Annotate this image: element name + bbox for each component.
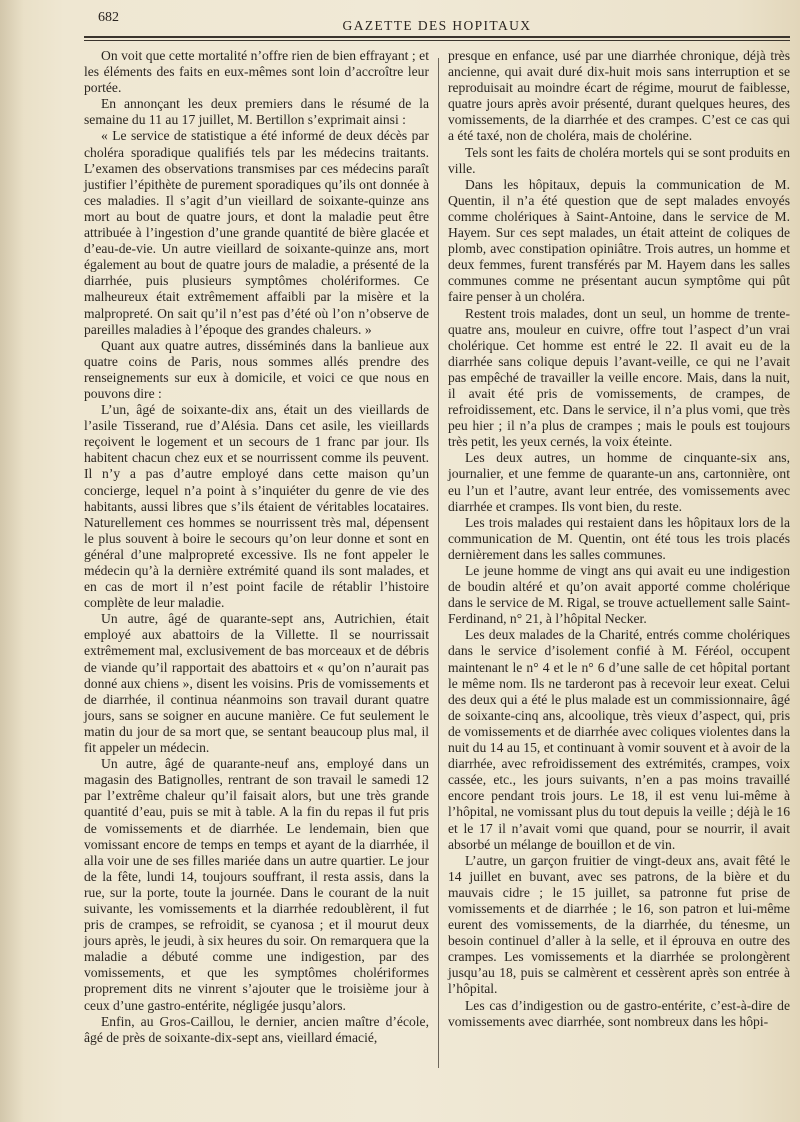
page-number: 682 bbox=[98, 10, 119, 25]
journal-title: GAZETTE DES HOPITAUX bbox=[342, 18, 532, 33]
binding-shadow bbox=[0, 0, 24, 1122]
paragraph: Le jeune homme de vingt ans qui avait eu une indigestion de boudin altéré et qu’on avait apporté comme cholérique dans le service de M. Rigal, se trouve actuellement salle Saint-Ferdinand, n° 21, à l’hôpital Necker. bbox=[448, 563, 790, 627]
paragraph: Tels sont les faits de choléra mortels qui se sont produits en ville. bbox=[448, 144, 790, 176]
page-header bbox=[84, 10, 790, 32]
column-divider bbox=[438, 58, 439, 1068]
header-rule-thin bbox=[84, 40, 790, 41]
paragraph: presque en enfance, usé par une diarrhée chronique, déjà très ancienne, qui avait duré dix-huit mois sans interruption et se reproduisait au moindre écart de régime, mourut de faiblesse, quatre jours après avoir présenté, durant quelques heures, des vomissements, de la diarrhée et des crampes. C’est ce cas qui a été taxé, non de choléra, mais de cholérine. bbox=[448, 48, 790, 144]
paragraph: On voit que cette mortalité n’offre rien de bien effrayant ; et les éléments des faits en eux-mêmes sont loin d’accroître leur portée. bbox=[84, 48, 429, 96]
left-column bbox=[84, 48, 429, 1046]
paragraph: Les deux malades de la Charité, entrés comme cholériques dans le service d’isolement confié à M. Féréol, occupent maintenant le n° 4 et le n° 6 d’une salle de cet hôpital portant le même nom. Ils ne tarderont pas à recevoir leur exeat. Celui des deux qui a été le plus malade est un commissionnaire, âgé de soixante-cinq ans, alcoolique, très vieux d’aspect, qui, pris de vomissements et de diarrhée avec coliques violentes dans la nuit du 14 au 15, et continuant à vomir souvent et à avoir de la diarrhée, avec refroidissement des extrémités, crampes, voix cassée, etc., les jours suivants, n’en a pas moins travaillé encore pendant trois jours. Le 18, il est venu lui-même à l’hôpital, ne vomissant plus du tout depuis la veille ; déjà le 16 et le 17 il n’avait vomi que quand, pour se nourrir, il avait absorbé un mélange de bouillon et de vin. bbox=[448, 627, 790, 852]
paragraph: Un autre, âgé de quarante-sept ans, Autrichien, était employé aux abattoirs de la Villette. Il se nourrissait extrêmement mal, exclusivement de bas morceaux et de débris de viande qu’il rapportait des abattoirs et « qu’on n’aurait pas donné aux chiens », disent les voisins. Pris de vomissements et de diarrhée, il continua néanmoins son travail durant quatre jours, sans se soigner en aucune manière. Ce fut seulement le matin du jour de sa mort que, se sentant beaucoup plus mal, il fit appeler un médecin. bbox=[84, 611, 429, 756]
right-column bbox=[448, 48, 790, 1030]
paragraph: Quant aux quatre autres, disséminés dans la banlieue aux quatre coins de Paris, nous sommes allés prendre des renseignements sur eux à domicile, et voici ce que nous en pouvons dire : bbox=[84, 337, 429, 401]
paragraph: L’un, âgé de soixante-dix ans, était un des vieillards de l’asile Tisserand, rue d’Alésia. Dans cet asile, les vieillards reçoivent le logement et un secours de 1 franc par jour. Ils habitent chacun chez eux et se nourrissent comme ils peuvent. Il n’y a pas d’autre employé dans cette maison qu’un concierge, lequel n’a point à s’inquiéter du genre de vie des habitants, aussi libres que s’ils étaient de véritables locataires. Naturellement ces hommes se nourrissent très mal, dépensent le plus souvent à boire le secours qu’on leur donne et sont en général d’une malpropreté excessive. Ils ne font appeler le médecin qu’à la dernière extrémité quand ils sont malades, et en cas de mort il n’est point facile de rétablir l’histoire complète de leur maladie. bbox=[84, 402, 429, 611]
paragraph: Restent trois malades, dont un seul, un homme de trente-quatre ans, mouleur en cuivre, offre tout l’aspect d’un vrai cholérique. Cet homme est entré le 22. Il avait eu de la diarrhée sans colique depuis l’avant-veille, ce qui ne l’avait pas empêché de travailler la veille encore. Mais, dans la nuit, il avait été pris de vomissements, de crampes, de refroidissement, etc. Dans le service, il n’a plus vomi, que très peu hier ; il n’a plus de crampes ; mais le pouls est toujours très petit, les yeux cernés, la voix éteinte. bbox=[448, 305, 790, 450]
paragraph: « Le service de statistique a été informé de deux décès par choléra sporadique qualifiés tels par les médecins traitants. L’examen des observations transmises par ces médecins paraît justifier l’épithète de purement sporadiques qu’ils ont donnée à ces maladies. Il s’agit d’un vieillard de soixante-quinze ans mort au bout de quatre jours, et dont la maladie peut être attribuée à l’ingestion d’une grande quantité de bière glacée et d’eau-de-vie. Un autre vieillard de soixante-quinze ans, mort également au bout de quatre jours de maladie, a présenté de la diarrhée, puis plusieurs symptômes cholériformes. Ce malheureux était extrêmement affaibli par la misère et la malpropreté. On sait qu’il n’est pas d’été où l’on n’observe de pareilles maladies à l’époque des grandes chaleurs. » bbox=[84, 128, 429, 337]
paragraph: L’autre, un garçon fruitier de vingt-deux ans, avait fêté le 14 juillet en buvant, avec ses patrons, de la bière et du mauvais cidre ; le 15 juillet, sa patronne fut prise de vomissements et de diarrhée ; le 16, son patron et lui-même eurent des vomissements, de la diarrhée, du ténesme, un besoin continuel d’aller à la selle, et il éprouva en outre des crampes. Les vomissements et la diarrhée se prolongèrent jusqu’au 18, puis se calmèrent et cessèrent après son entrée à l’hôpital. bbox=[448, 852, 790, 997]
paragraph: En annonçant les deux premiers dans le résumé de la semaine du 11 au 17 juillet, M. Bertillon s’exprimait ainsi : bbox=[84, 96, 429, 128]
paragraph: Les cas d’indigestion ou de gastro-entérite, c’est-à-dire de vomissements avec diarrhée, sont nombreux dans les hôpi- bbox=[448, 997, 790, 1029]
paragraph: Les trois malades qui restaient dans les hôpitaux lors de la communication de M. Quentin, ont été tous les trois placés dernièrement dans les salles communes. bbox=[448, 514, 790, 562]
header-rule-thick bbox=[84, 36, 790, 38]
paragraph: Les deux autres, un homme de cinquante-six ans, journalier, et une femme de quarante-un ans, cartonnière, ont eu l’un et l’autre, avant leur entrée, des vomissements avec diarrhée et crampes. Ils vont bien, du reste. bbox=[448, 450, 790, 514]
paragraph: Dans les hôpitaux, depuis la communication de M. Quentin, il n’a été question que de sept malades envoyés comme cholériques à Saint-Antoine, dans le service de M. Hayem. Sur ces sept malades, un était atteint de coliques de plomb, avec constipation opiniâtre. Trois autres, un homme et deux femmes, furent transférés par M. Hayem dans les salles communes comme ne présentant aucun symptôme qui pût faire penser à un choléra. bbox=[448, 176, 790, 305]
paragraph: Un autre, âgé de quarante-neuf ans, employé dans un magasin des Batignolles, rentrant de son travail le samedi 12 par l’extrême chaleur qu’il faisait alors, but une très grande quantité d’eau, puis se mit à table. A la fin du repas il fut pris de vomissements et de diarrhée. Le lendemain, bien que vomissant encore de temps en temps et ayant de la diarrhée, il alla voir une de ses filles mariée dans un autre quartier. Le jour de la fête, lundi 14, toujours souffrant, il resta assis, dans la rue, sur la porte, toute la journée. Dans le courant de la nuit suivante, les vomissements et la diarrhée redoublèrent, il fut pris de crampes, se refroidit, se cyanosa ; et il mourut deux jours après, le jeudi, à six heures du soir. On remarquera que la maladie a débuté comme une indigestion, par des vomissements, et que les symptômes cholériformes proprement dits ne vinrent s’ajouter que le troisième jour à ceux d’une gastro-entérite, négligée jusqu’alors. bbox=[84, 756, 429, 1013]
paragraph: Enfin, au Gros-Caillou, le dernier, ancien maître d’école, âgé de près de soixante-dix-sept ans, vieillard émacié, bbox=[84, 1013, 429, 1045]
